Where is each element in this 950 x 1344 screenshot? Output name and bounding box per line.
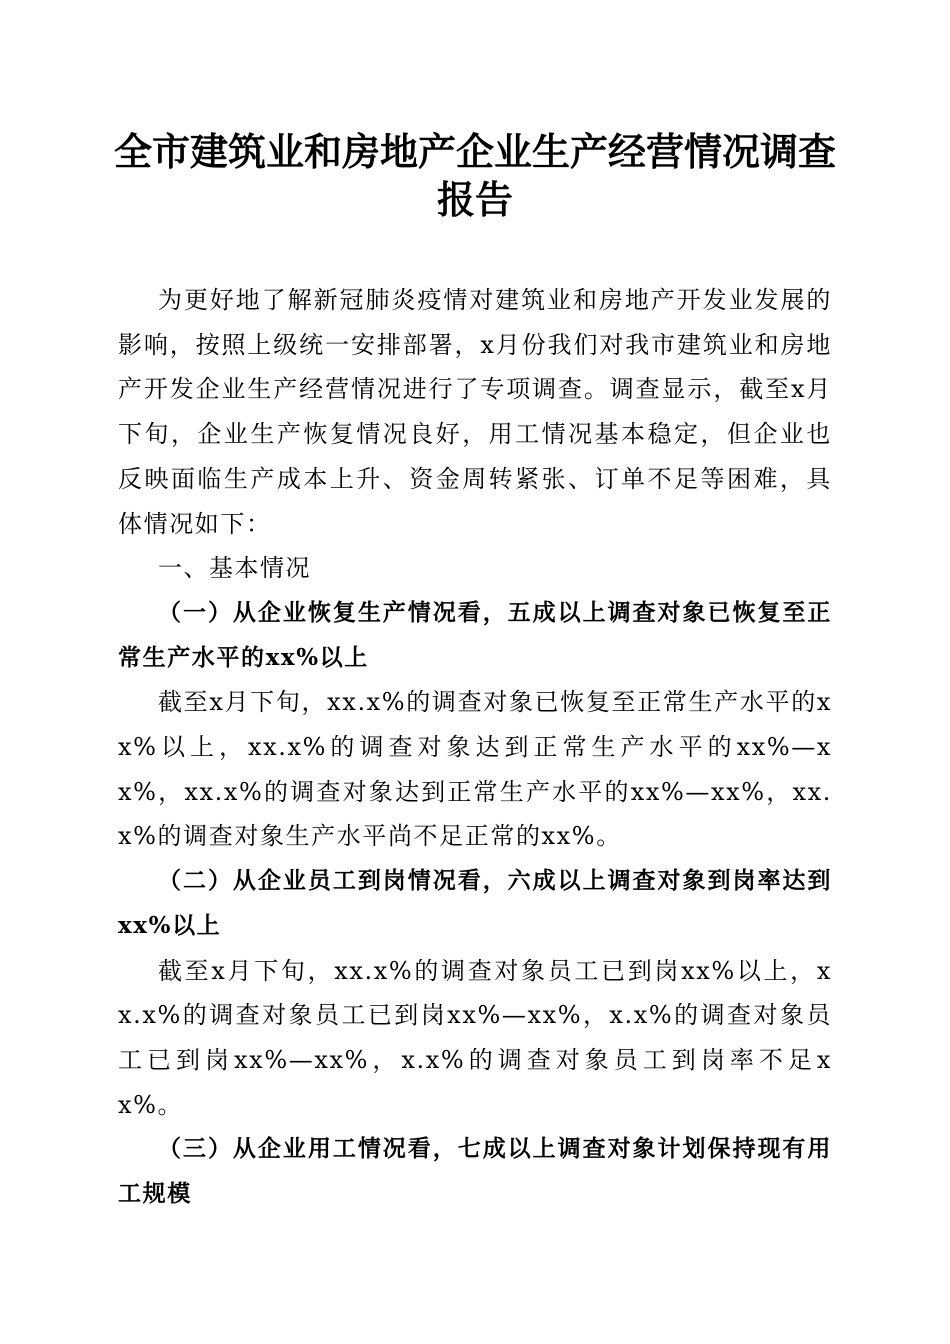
section-heading-basic-situation: 一、基本情况 xyxy=(158,554,311,583)
subsection-heading-employment: （三）从企业用工情况看，七成以上调查对象计划保持现有用工规模 xyxy=(118,1135,832,1208)
paragraph-production-recovery: 截至x月下旬，xx.x%的调查对象已恢复至正常生产水平的xx%以上，xx.x%的调查对象达到正常生产水平的xx%—xx%，xx.x%的调查对象达到正常生产水平的xx%—xx%，xx.x%的调查对象生产水平尚不足正常的xx%。 xyxy=(118,688,832,851)
document-body xyxy=(118,278,832,1217)
intro-paragraph: 为更好地了解新冠肺炎疫情对建筑业和房地产开发业发展的影响，按照上级统一安排部署，x月份我们对我市建筑业和房地产开发企业生产经营情况进行了专项调查。调查显示，截至x月下旬，企业生产恢复情况良好，用工情况基本稳定，但企业也反映面临生产成本上升、资金周转紧张、订单不足等困难，具体情况如下： xyxy=(118,286,832,538)
subsection-heading-staff-return: （二）从企业员工到岗情况看，六成以上调查对象到岗率达到xx%以上 xyxy=(118,867,832,939)
document-title: 全市建筑业和房地产企业生产经营情况调查报告 xyxy=(113,129,836,222)
paragraph-staff-return: 截至x月下旬，xx.x%的调查对象员工已到岗xx%以上，xx.x%的调查对象员工已到岗xx%—xx%，x.x%的调查对象员工已到岗xx%—xx%，x.x%的调查对象员工到岗率不足xx%。 xyxy=(118,956,832,1119)
subsection-heading-production-recovery: （一）从企业恢复生产情况看，五成以上调查对象已恢复至正常生产水平的xx%以上 xyxy=(118,598,832,671)
